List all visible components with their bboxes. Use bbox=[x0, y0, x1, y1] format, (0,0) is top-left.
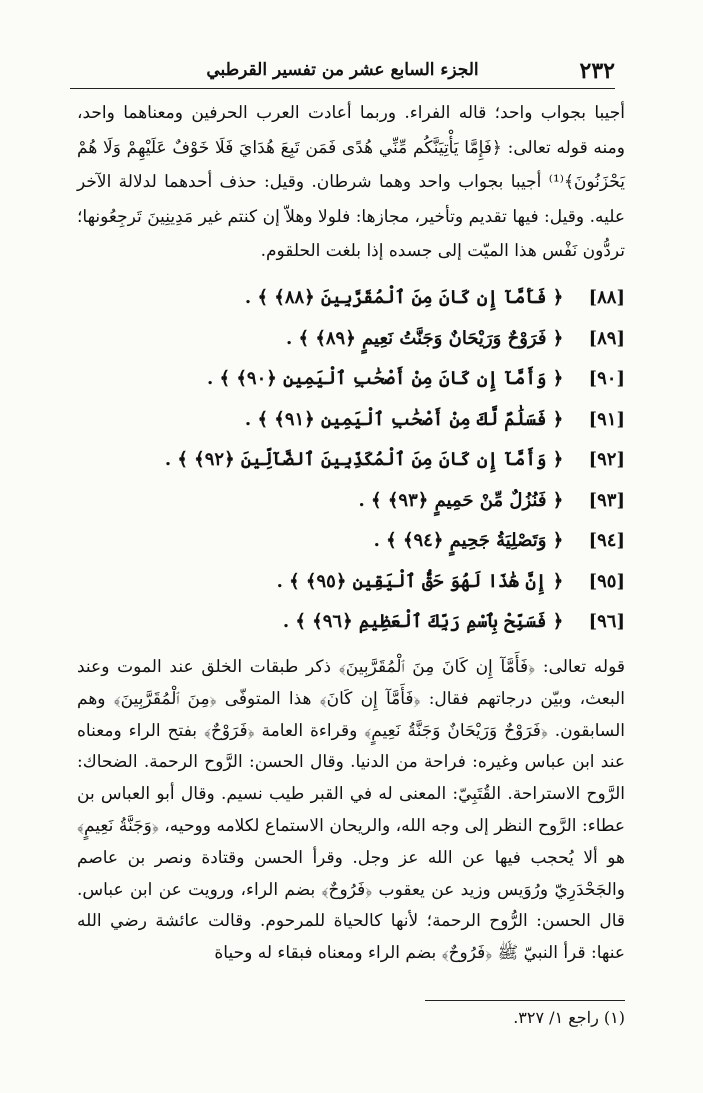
verse-line bbox=[77, 562, 625, 603]
verse-number: [٩٥] bbox=[588, 570, 625, 592]
verse-text: ﴿ إِنَّ هَٰذَا لَهُوَ حَقُّ ٱلْيَقِينِ ﴿٩٥﴾ ﴾ . bbox=[276, 570, 564, 592]
verse-text: ﴿ فَسَلَٰمٌ لَّكَ مِنْ أَصْحَٰبِ ٱلْيَمِينِ ﴿٩١﴾ ﴾ . bbox=[244, 408, 564, 430]
intro-paragraph: أجيبا بجواب واحد؛ قاله الفراء. وربما أعادت العرب الحرفين ومعناهما واحد، ومنه قوله تعالى: ﴿فَإِمَّا يَأْتِيَنَّكُم مِّنِّي هُدًى فَمَن تَبِعَ هُدَايَ فَلَا خَوْفٌ عَلَيْهِمْ وَلَا هُمْ يَحْزَنُونَ﴾⁽¹⁾ أجيبا بجواب واحد وهما شرطان. وقيل: حذف أحدهما لدلالة الآخر عليه. وقيل: فيها تقديم وتأخير، مجازها: فلولا وهلاّ إن كنتم غير مَدِينِينَ تَرجِعُونها؛ تردُّون نَفْس هذا الميّت إلى جسده إذا بلغت الحلقوم. bbox=[77, 103, 625, 261]
verse-text: ﴿ وَأَمَّآ إِن كَانَ مِنْ أَصْحَٰبِ ٱلْيَمِينِ ﴿٩٠﴾ ﴾ . bbox=[207, 368, 564, 389]
verse-text: ﴿ فَأَمَّآ إِن كَانَ مِنَ ٱلْمُقَرَّبِينَ ﴿٨٨﴾ ﴾ . bbox=[244, 287, 564, 308]
page-number: ٢٣٢ bbox=[579, 58, 615, 84]
verse-text: ﴿ فَنُزُلٌ مِّنْ حَمِيمٍ ﴿٩٣﴾ ﴾ . bbox=[358, 489, 564, 511]
verse-line bbox=[77, 400, 625, 441]
verse-text: ﴿ فَرَوْحٌ وَرَيْحَانٌ وَجَنَّتُ نَعِيمٍ ﴿٨٩﴾ ﴾ . bbox=[285, 327, 564, 349]
footnote-divider bbox=[425, 1000, 625, 1001]
verse-line bbox=[77, 319, 625, 360]
verse-number: [٩٣] bbox=[588, 489, 625, 511]
verse-line bbox=[77, 440, 625, 481]
verse-number: [٨٩] bbox=[588, 327, 625, 349]
commentary-section bbox=[77, 652, 625, 970]
verse-line bbox=[77, 278, 625, 319]
verse-line bbox=[77, 359, 625, 400]
commentary-paragraph: قوله تعالى: ﴿فَأَمَّآ إِن كَانَ مِنَ ٱلْمُقَرَّبِينَ﴾ ذكر طبقات الخلق عند الموت وعند البعث، وبيّن درجاتهم فقال: ﴿فَأَمَّآ إِن كَانَ﴾ هذا المتوفّى ﴿مِنَ ٱلْمُقَرَّبِينَ﴾ وهم السابقون. ﴿فَرَوْحٌ وَرَيْحَانٌ وَجَنَّةُ نَعِيمٍ﴾ وقراءة العامة ﴿فَرَوْحٌ﴾ بفتح الراء ومعناه عند ابن عباس وغيره: فراحة من الدنيا. وقال الحسن: الرَّوح الرحمة. الضحاك: الرَّوح الاستراحة. القُتَبِيّ: المعنى له في القبر طيب نسيم. وقال أبو العباس بن عطاء: الرَّوح النظر إلى وجه الله، والريحان الاستماع لكلامه ووحيه، ﴿وَجَنَّةُ نَعِيمٍ﴾ هو ألا يُحجب فيها عن الله عز وجل. وقرأ الحسن وقتادة ونصر بن عاصم والجَحْدَرِيّ ورُوَيس وزيد عن يعقوب ﴿فَرُوحٌ﴾ بضم الراء، ورويت عن ابن عباس. قال الحسن: الرُّوح الرحمة؛ لأنها كالحياة للمرحوم. وقالت عائشة رضي الله عنها: قرأ النبيّ ﷺ ﴿فَرُوحٌ﴾ بضم الراء ومعناه فبقاء له وحياة bbox=[77, 657, 625, 964]
verse-number: [٩٦] bbox=[588, 611, 625, 632]
verse-number: [٩٢] bbox=[588, 449, 625, 470]
verse-text: ﴿ فَسَبِّحْ بِٱسْمِ رَبِّكَ ٱلْعَظِيمِ ﴿٩٦﴾ ﴾ . bbox=[282, 611, 564, 632]
verse-line bbox=[77, 521, 625, 562]
verse-text: ﴿ وَتَصْلِيَةُ جَحِيمٍ ﴿٩٤﴾ ﴾ . bbox=[373, 530, 564, 551]
running-title: الجزء السابع عشر من تفسير القرطبي bbox=[206, 60, 479, 80]
verse-number: [٩٤] bbox=[588, 530, 625, 551]
verse-line bbox=[77, 602, 625, 643]
page-header bbox=[70, 58, 615, 89]
verse-number: [٩٠] bbox=[588, 368, 625, 389]
verse-line bbox=[77, 481, 625, 522]
verse-list bbox=[77, 278, 625, 643]
verse-text: ﴿ وَأَمَّآ إِن كَانَ مِنَ ٱلْمُكَذِّبِينَ ٱلضَّآلِّينَ ﴿٩٢﴾ ﴾ . bbox=[164, 449, 564, 470]
footnote: (١) راجع ١/ ٣٢٧. bbox=[513, 1008, 625, 1027]
intro-section bbox=[77, 96, 625, 269]
verse-number: [٨٨] bbox=[588, 287, 625, 308]
verse-number: [٩١] bbox=[588, 408, 625, 430]
